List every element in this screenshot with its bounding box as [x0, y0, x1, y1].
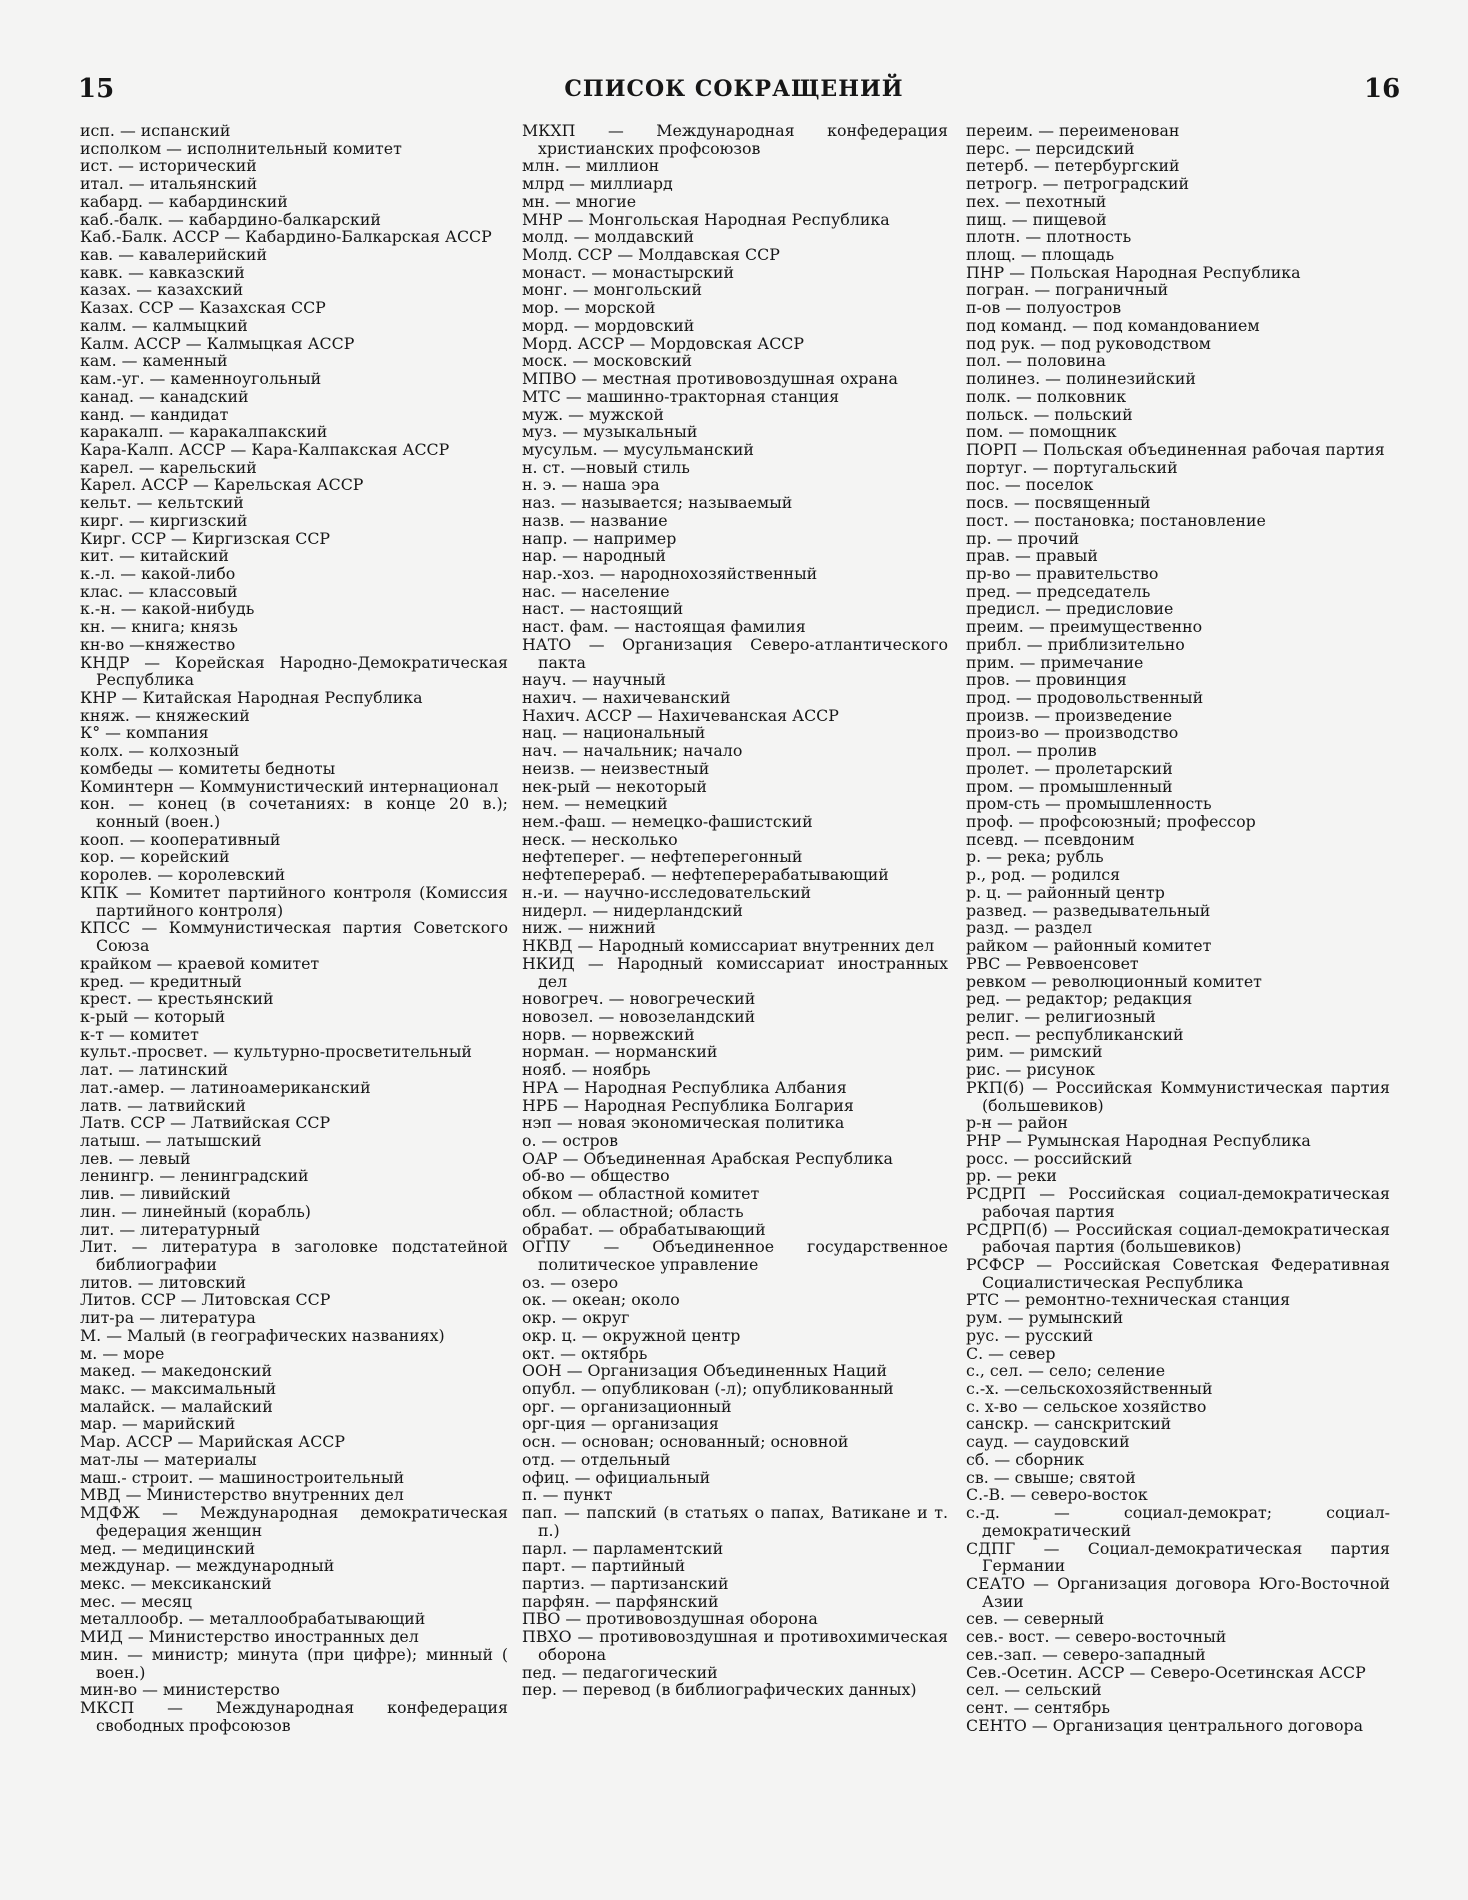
abbreviation-entry: петерб. — петербургский: [966, 156, 1180, 176]
abbreviation-entry: М. — Малый (в географических названиях): [80, 1325, 445, 1345]
abbreviation-entry: кав. — кавалерийский: [80, 245, 267, 265]
abbreviation-entry: кон. — конец (в сочетаниях: в конце 20 в.); конный (воен.): [80, 794, 508, 832]
abbreviation-entry: р. — река; рубль: [966, 847, 1104, 867]
abbreviation-entry: погран. — пограничный: [966, 280, 1169, 300]
abbreviation-entry: религ. — религиозный: [966, 1006, 1156, 1026]
abbreviation-entry: назв. — название: [522, 510, 668, 530]
abbreviation-entry: петрогр. — петроградский: [966, 174, 1190, 194]
page-title: СПИСОК СОКРАЩЕНИЙ: [564, 76, 904, 102]
abbreviation-entry: РСФСР — Российская Советская Федеративная Социалистическая Республика: [966, 1255, 1390, 1292]
abbreviation-entry: КПСС — Коммунистическая партия Советского Союза: [80, 918, 508, 956]
abbreviation-entry: МИД — Министерство иностранных дел: [80, 1627, 419, 1647]
abbreviation-entry: с.-х. —сельскохозяйственный: [966, 1379, 1213, 1399]
abbreviation-entry: литов. — литовский: [80, 1272, 247, 1292]
abbreviation-entry: оз. — озеро: [522, 1272, 619, 1292]
abbreviation-entry: норв. — норвежский: [522, 1024, 695, 1044]
abbreviation-entry: Казах. ССР — Казахская ССР: [80, 298, 326, 318]
abbreviation-entry: пост. — постановка; постановление: [966, 510, 1266, 530]
abbreviation-entry: культ.-просвет. — культурно-просветительный: [80, 1042, 472, 1062]
abbreviation-entry: к.-л. — какой-либо: [80, 563, 236, 583]
abbreviation-entry: парл. — парламентский: [522, 1538, 724, 1558]
abbreviation-entry: муж. — мужской: [522, 404, 664, 424]
abbreviation-entry: калм. — калмыцкий: [80, 315, 248, 335]
abbreviation-entry: СДПГ — Социал-демократическая партия Германии: [966, 1538, 1390, 1576]
abbreviation-entry: Морд. АССР — Мордовская АССР: [522, 333, 804, 353]
abbreviation-entry: ООН — Организация Объединенных Наций: [522, 1361, 888, 1381]
abbreviation-entry: КНР — Китайская Народная Республика: [80, 688, 423, 707]
abbreviation-entry: об-во — общество: [522, 1166, 670, 1186]
abbreviation-entry: каб.-балк. — кабардино-балкарский: [80, 209, 381, 229]
abbreviation-entry: сауд. — саудовский: [966, 1432, 1130, 1452]
abbreviation-entry: сел. — сельский: [966, 1680, 1102, 1700]
abbreviation-entry: нар. — народный: [522, 546, 666, 566]
abbreviation-entry: пищ. — пищевой: [966, 209, 1107, 229]
abbreviation-entry: пер. — перевод (в библиографических данных): [522, 1680, 917, 1700]
abbreviation-entry: сб. — сборник: [966, 1449, 1085, 1469]
abbreviation-entry: нем. — немецкий: [522, 794, 668, 814]
abbreviation-entry: лат. — латинский: [80, 1060, 229, 1080]
abbreviation-entry: канд. — кандидат: [80, 404, 229, 424]
abbreviation-entry: п. — пункт: [522, 1485, 613, 1505]
abbreviation-entry: рус. — русский: [966, 1325, 1094, 1345]
abbreviation-entry: мат-лы — материалы: [80, 1449, 257, 1469]
abbreviation-entry: отд. — отдельный: [522, 1449, 671, 1469]
abbreviation-entry: нем.-фаш. — немецко-фашистский: [522, 812, 813, 832]
abbreviation-entry: орг-ция — организация: [522, 1414, 719, 1434]
abbreviation-entry: кельт. — кельтский: [80, 493, 244, 513]
abbreviation-entry: пех. — пехотный: [966, 191, 1107, 211]
abbreviation-entry: Нахич. АССР — Нахичеванская АССР: [522, 705, 839, 725]
abbreviation-entry: морд. — мордовский: [522, 315, 695, 335]
abbreviation-entry: СЕНТО — Организация центрального договора: [966, 1715, 1363, 1735]
abbreviation-entry: РТС — ремонтно-техническая станция: [966, 1290, 1291, 1310]
abbreviation-entry: кн-во —княжество: [80, 634, 236, 654]
abbreviation-entry: полинез. — полинезийский: [966, 369, 1196, 389]
abbreviation-entry: РКП(б) — Российская Коммунистическая партия (большевиков): [966, 1077, 1390, 1115]
abbreviation-entry: н. ст. —новый стиль: [522, 457, 690, 477]
abbreviation-entry: лин. — линейный (корабль): [80, 1201, 311, 1221]
abbreviation-entry: под рук. — под руководством: [966, 333, 1211, 353]
abbreviation-entry: осн. — основан; основанный; основной: [522, 1432, 849, 1452]
abbreviation-entry: металлообр. — металлообрабатывающий: [80, 1609, 426, 1629]
abbreviation-entry: нар.-хоз. — народнохозяйственный: [522, 563, 818, 583]
abbreviation-entry: прав. — правый: [966, 546, 1098, 566]
abbreviation-entry: н.-и. — научно-исследовательский: [522, 882, 811, 902]
abbreviation-entry: НКВД — Народный комиссариат внутренних дел: [522, 936, 935, 956]
abbreviation-entry: МДФЖ — Международная демократическая федерация женщин: [80, 1503, 508, 1540]
abbreviation-entry: прибл. — приблизительно: [966, 634, 1185, 654]
abbreviation-entry: карел. — карельский: [80, 457, 257, 477]
abbreviation-entry: к.-н. — какой-нибудь: [80, 599, 255, 619]
abbreviation-entry: латв. — латвийский: [80, 1095, 246, 1115]
abbreviation-entry: ПНР — Польская Народная Республика: [966, 262, 1301, 282]
abbreviation-entry: макед. — македонский: [80, 1361, 272, 1381]
abbreviation-entry: мн. — многие: [522, 191, 637, 211]
page-number-left: 15: [78, 74, 115, 104]
abbreviation-entry: Молд. ССР — Молдавская ССР: [522, 245, 780, 265]
abbreviation-entry: монг. — монгольский: [522, 280, 702, 300]
abbreviation-entry: кооп. — кооперативный: [80, 829, 281, 849]
abbreviation-entry: нидерл. — нидерландский: [522, 900, 743, 920]
abbreviation-entry: кор. — корейский: [80, 847, 230, 867]
abbreviation-entry: нефтеперег. — нефтеперегонный: [522, 847, 803, 867]
abbreviation-entry: обрабат. — обрабатывающий: [522, 1219, 766, 1239]
abbreviation-entry: ниж. — нижний: [522, 918, 656, 938]
abbreviation-entry: неск. — несколько: [522, 829, 678, 849]
abbreviation-entry: НАТО — Организация Северо-атлантического пакта: [522, 634, 948, 672]
abbreviation-entry: пред. — председатель: [966, 581, 1151, 601]
abbreviation-entry: р. ц. — районный центр: [966, 882, 1165, 902]
abbreviation-entry: с., сел. — село; селение: [966, 1361, 1166, 1381]
abbreviation-entry: парфян. — парфянский: [522, 1591, 719, 1611]
abbreviation-entry: РСДРП — Российская социал-демократическая рабочая партия: [966, 1184, 1390, 1221]
abbreviation-entry: маш.- строит. — машиностроительный: [80, 1467, 405, 1487]
abbreviation-entry: К° — компания: [80, 723, 209, 743]
abbreviation-entry: Карел. АССР — Карельская АССР: [80, 475, 364, 495]
abbreviation-entry: каракалп. — каракалпакский: [80, 422, 328, 442]
abbreviation-entry: ленингр. — ленинградский: [80, 1166, 309, 1186]
abbreviation-entry: НКИД — Народный комиссариат иностранных дел: [522, 953, 948, 991]
abbreviation-entry: санскр. — санскритский: [966, 1414, 1172, 1434]
abbreviation-entry: произ-во — производство: [966, 723, 1179, 743]
abbreviation-entry: Кирг. ССР — Киргизская ССР: [80, 528, 331, 548]
abbreviation-entry: МКСП — Международная конфедерация свободных профсоюзов: [80, 1697, 508, 1735]
abbreviation-entry: пром. — промышленный: [966, 776, 1173, 796]
abbreviation-entry: п-ов — полуостров: [966, 298, 1122, 318]
abbreviation-entry: нас. — население: [522, 581, 670, 601]
abbreviation-entry: обл. — областной; область: [522, 1201, 744, 1221]
abbreviation-column-3: [966, 122, 1390, 1734]
abbreviation-entry: малайск. — малайский: [80, 1396, 273, 1416]
abbreviation-entry: нояб. — ноябрь: [522, 1060, 651, 1080]
abbreviation-entry: кавк. — кавказский: [80, 262, 245, 282]
abbreviation-entry: мекс. — мексиканский: [80, 1573, 272, 1593]
abbreviation-entry: Лит. — литература в заголовке подстатейной библиографии: [80, 1237, 508, 1274]
abbreviation-entry: лат.-амер. — латиноамериканский: [80, 1077, 371, 1097]
abbreviation-entry: казах. — казахский: [80, 280, 244, 300]
abbreviation-entry: НРА — Народная Республика Албания: [522, 1077, 847, 1097]
abbreviation-entry: пролет. — пролетарский: [966, 758, 1173, 778]
abbreviation-entry: сев.-зап. — северо-западный: [966, 1644, 1206, 1664]
abbreviation-entry: лит-ра — литература: [80, 1308, 256, 1328]
abbreviation-entry: росс. — российский: [966, 1148, 1133, 1168]
abbreviation-entry: науч. — научный: [522, 670, 666, 690]
abbreviation-entry: лив. — ливийский: [80, 1184, 231, 1204]
abbreviation-entry: латыш. — латышский: [80, 1130, 262, 1150]
abbreviation-entry: пром-сть — промышленность: [966, 794, 1212, 814]
abbreviation-entry: Калм. АССР — Калмыцкая АССР: [80, 333, 355, 353]
abbreviation-entry: кабард. — кабардинский: [80, 191, 288, 211]
abbreviation-entry: колх. — колхозный: [80, 741, 240, 761]
abbreviation-entry: к-рый — который: [80, 1006, 226, 1026]
abbreviation-entry: кирг. — киргизский: [80, 510, 248, 530]
abbreviation-entry: новозел. — новозеландский: [522, 1006, 756, 1026]
abbreviation-entry: пров. — провинция: [966, 670, 1127, 690]
abbreviation-entry: мес. — месяц: [80, 1591, 192, 1611]
abbreviation-entry: напр. — например: [522, 528, 677, 548]
abbreviation-entry: комбеды — комитеты бедноты: [80, 758, 336, 778]
abbreviation-entry: кн. — книга; князь: [80, 617, 238, 637]
abbreviation-entry: о. — остров: [522, 1130, 618, 1150]
abbreviation-entry: рр. — реки: [966, 1166, 1057, 1186]
abbreviation-entry: нахич. — нахичеванский: [522, 688, 731, 707]
abbreviation-column-2: [522, 122, 948, 1699]
abbreviation-entry: МНР — Монгольская Народная Республика: [522, 209, 890, 229]
abbreviation-entry: норман. — норманский: [522, 1042, 718, 1062]
abbreviation-entry: крест. — крестьянский: [80, 989, 274, 1009]
abbreviation-entry: офиц. — официальный: [522, 1467, 711, 1487]
abbreviation-entry: Латв. ССР — Латвийская ССР: [80, 1113, 331, 1133]
abbreviation-entry: ПВО — противовоздушная оборона: [522, 1609, 818, 1629]
abbreviation-entry: переим. — переименован: [966, 121, 1180, 140]
abbreviation-entry: С.-В. — северо-восток: [966, 1485, 1148, 1505]
abbreviation-entry: ок. — океан; около: [522, 1290, 680, 1310]
abbreviation-entry: итал. — итальянский: [80, 174, 258, 194]
abbreviation-entry: нек-рый — некоторый: [522, 776, 707, 796]
abbreviation-entry: КНДР — Корейская Народно-Демократическая Республика: [80, 652, 508, 690]
abbreviation-entry: клас. — классовый: [80, 581, 238, 601]
abbreviation-entry: нач. — начальник; начало: [522, 741, 743, 761]
abbreviation-entry: сев. — северный: [966, 1609, 1105, 1629]
abbreviation-entry: с. х-во — сельское хозяйство: [966, 1396, 1207, 1416]
abbreviation-entry: р-н — район: [966, 1113, 1068, 1133]
abbreviation-entry: МТС — машинно-тракторная станция: [522, 386, 840, 406]
abbreviation-entry: нефтеперераб. — нефтеперерабатывающий: [522, 865, 889, 885]
abbreviation-entry: молд. — молдавский: [522, 227, 695, 247]
abbreviation-entry: пр. — прочий: [966, 528, 1080, 548]
abbreviation-entry: посв. — посвященный: [966, 493, 1151, 513]
abbreviation-entry: прод. — продовольственный: [966, 688, 1204, 707]
abbreviation-entry: лит. — литературный: [80, 1219, 261, 1239]
abbreviation-entry: Коминтерн — Коммунистический интернационал: [80, 776, 499, 796]
abbreviation-entry: ист. — исторический: [80, 156, 257, 176]
abbreviation-entry: проф. — профсоюзный; профессор: [966, 812, 1256, 832]
abbreviation-entry: кред. — кредитный: [80, 971, 242, 991]
abbreviation-entry: С. — север: [966, 1343, 1056, 1363]
abbreviation-entry: наст. — настоящий: [522, 599, 684, 619]
abbreviation-entry: прол. — пролив: [966, 741, 1097, 761]
page-number-right: 16: [1364, 74, 1401, 104]
abbreviation-entry: райком — районный комитет: [966, 936, 1212, 956]
abbreviation-entry: МВД — Министерство внутренних дел: [80, 1485, 404, 1505]
abbreviation-entry: РНР — Румынская Народная Республика: [966, 1130, 1311, 1150]
abbreviation-entry: прим. — примечание: [966, 652, 1144, 672]
abbreviation-entry: неизв. — неизвестный: [522, 758, 710, 778]
abbreviation-entry: респ. — республиканский: [966, 1024, 1184, 1044]
abbreviation-entry: р., род. — родился: [966, 865, 1121, 885]
abbreviation-entry: пос. — поселок: [966, 475, 1094, 495]
abbreviation-entry: ПВХО — противовоздушная и противохимическая оборона: [522, 1627, 948, 1664]
abbreviation-entry: НРБ — Народная Республика Болгария: [522, 1095, 854, 1115]
abbreviation-entry: парт. — партийный: [522, 1556, 686, 1576]
abbreviation-entry: муз. — музыкальный: [522, 422, 698, 442]
abbreviation-entry: перс. — персидский: [966, 138, 1135, 158]
abbreviation-entry: рум. — румынский: [966, 1308, 1124, 1328]
abbreviation-entry: пом. — помощник: [966, 422, 1117, 442]
abbreviation-entry: наст. фам. — настоящая фамилия: [522, 617, 806, 637]
abbreviation-entry: опубл. — опубликован (-л); опубликованный: [522, 1379, 894, 1399]
abbreviation-entry: пр-во — правительство: [966, 563, 1159, 583]
abbreviation-entry: макс. — максимальный: [80, 1379, 277, 1399]
abbreviation-entry: МПВО — местная противовоздушная охрана: [522, 369, 898, 389]
abbreviation-column-1: [80, 122, 508, 1734]
abbreviation-entry: португ. — португальский: [966, 457, 1178, 477]
abbreviation-entry: обком — областной комитет: [522, 1184, 760, 1204]
abbreviation-entry: мин-во — министерство: [80, 1680, 280, 1700]
abbreviation-entry: Каб.-Балк. АССР — Кабардино-Балкарская АССР: [80, 227, 492, 247]
abbreviation-entry: МКХП — Международная конфедерация христианских профсоюзов: [522, 121, 948, 158]
abbreviation-entry: м. — море: [80, 1343, 165, 1363]
abbreviation-entry: нац. — национальный: [522, 723, 706, 743]
abbreviation-entry: крайком — краевой комитет: [80, 953, 320, 973]
abbreviation-entry: окт. — октябрь: [522, 1343, 648, 1363]
abbreviation-entry: монаст. — монастырский: [522, 262, 734, 282]
abbreviation-entry: КПК — Комитет партийного контроля (Комиссия партийного контроля): [80, 882, 508, 920]
abbreviation-entry: нэп — новая экономическая политика: [522, 1113, 845, 1133]
abbreviation-entry: млрд — миллиард: [522, 174, 673, 194]
abbreviation-entry: ОАР — Объединенная Арабская Республика: [522, 1148, 893, 1168]
abbreviation-entry: пол. — половина: [966, 351, 1106, 371]
abbreviation-entry: РВС — Реввоенсовет: [966, 953, 1139, 973]
abbreviation-entry: междунар. — международный: [80, 1556, 335, 1576]
abbreviation-entry: рис. — рисунок: [966, 1060, 1096, 1080]
abbreviation-entry: РСДРП(б) — Российская социал-демократическая рабочая партия (большевиков): [966, 1219, 1390, 1257]
abbreviation-entry: ПОРП — Польская объединенная рабочая партия: [966, 439, 1385, 459]
abbreviation-entry: произв. — произведение: [966, 705, 1173, 725]
abbreviation-entry: развед. — разведывательный: [966, 900, 1211, 920]
abbreviation-entry: псевд. — псевдоним: [966, 829, 1135, 849]
abbreviation-entry: кам. — каменный: [80, 351, 228, 371]
abbreviation-entry: исполком — исполнительный комитет: [80, 138, 402, 158]
abbreviation-entry: СЕАТО — Организация договора Юго-Восточной Азии: [966, 1573, 1390, 1611]
abbreviation-entry: полк. — полковник: [966, 386, 1127, 406]
abbreviation-entry: пед. — педагогический: [522, 1662, 718, 1682]
abbreviation-entry: плотн. — плотность: [966, 227, 1132, 247]
abbreviation-entry: орг. — организационный: [522, 1396, 732, 1416]
abbreviation-entry: Литов. ССР — Литовская ССР: [80, 1290, 331, 1310]
abbreviation-entry: Сев.-Осетин. АССР — Северо-Осетинская АССР: [966, 1662, 1366, 1682]
abbreviation-entry: ревком — революционный комитет: [966, 971, 1262, 991]
abbreviation-entry: мар. — марийский: [80, 1414, 236, 1434]
abbreviation-entry: предисл. — предисловие: [966, 599, 1174, 619]
abbreviation-entry: к-т — комитет: [80, 1024, 199, 1044]
abbreviation-entry: кам.-уг. — каменноугольный: [80, 369, 322, 389]
abbreviation-entry: рим. — римский: [966, 1042, 1103, 1062]
abbreviation-entry: сент. — сентябрь: [966, 1697, 1110, 1717]
abbreviation-entry: св. — свыше; святой: [966, 1467, 1136, 1487]
abbreviation-entry: сев.- вост. — северо-восточный: [966, 1627, 1227, 1647]
abbreviation-entry: ОГПУ — Объединенное государственное политическое управление: [522, 1237, 948, 1274]
abbreviation-entry: окр. ц. — окружной центр: [522, 1325, 741, 1345]
abbreviation-entry: партиз. — партизанский: [522, 1573, 729, 1593]
abbreviation-entry: млн. — миллион: [522, 156, 660, 176]
abbreviation-entry: разд. — раздел: [966, 918, 1092, 938]
abbreviation-entry: преим. — преимущественно: [966, 617, 1203, 637]
abbreviation-entry: площ. — площадь: [966, 245, 1115, 265]
abbreviation-entry: наз. — называется; называемый: [522, 493, 793, 513]
abbreviation-entry: королев. — королевский: [80, 865, 286, 885]
abbreviation-entry: под команд. — под командованием: [966, 315, 1260, 335]
abbreviation-entry: княж. — княжеский: [80, 705, 250, 725]
abbreviation-entry: лев. — левый: [80, 1148, 191, 1168]
abbreviation-entry: н. э. — наша эра: [522, 475, 660, 495]
abbreviation-entry: с.-д. — социал-демократ; социал-демократический: [966, 1503, 1390, 1540]
abbreviation-entry: польск. — польский: [966, 404, 1133, 424]
abbreviation-entry: канад. — канадский: [80, 386, 249, 406]
abbreviation-entry: мусульм. — мусульманский: [522, 439, 754, 459]
abbreviation-entry: новогреч. — новогреческий: [522, 989, 756, 1009]
abbreviation-entry: исп. — испанский: [80, 121, 231, 140]
abbreviation-entry: мед. — медицинский: [80, 1538, 256, 1558]
abbreviation-entry: мин. — министр; минута (при цифре); минный ( воен.): [80, 1644, 508, 1682]
abbreviation-entry: окр. — округ: [522, 1308, 630, 1328]
abbreviation-entry: мор. — морской: [522, 298, 656, 318]
abbreviation-entry: кит. — китайский: [80, 546, 229, 566]
abbreviation-entry: пап. — папский (в статьях о папах, Ватикане и т. п.): [522, 1503, 948, 1540]
abbreviation-entry: моск. — московский: [522, 351, 693, 371]
abbreviation-entry: ред. — редактор; редакция: [966, 989, 1193, 1009]
abbreviation-entry: Мар. АССР — Марийская АССР: [80, 1432, 346, 1452]
abbreviation-entry: Кара-Калп. АССР — Кара-Калпакская АССР: [80, 439, 450, 459]
